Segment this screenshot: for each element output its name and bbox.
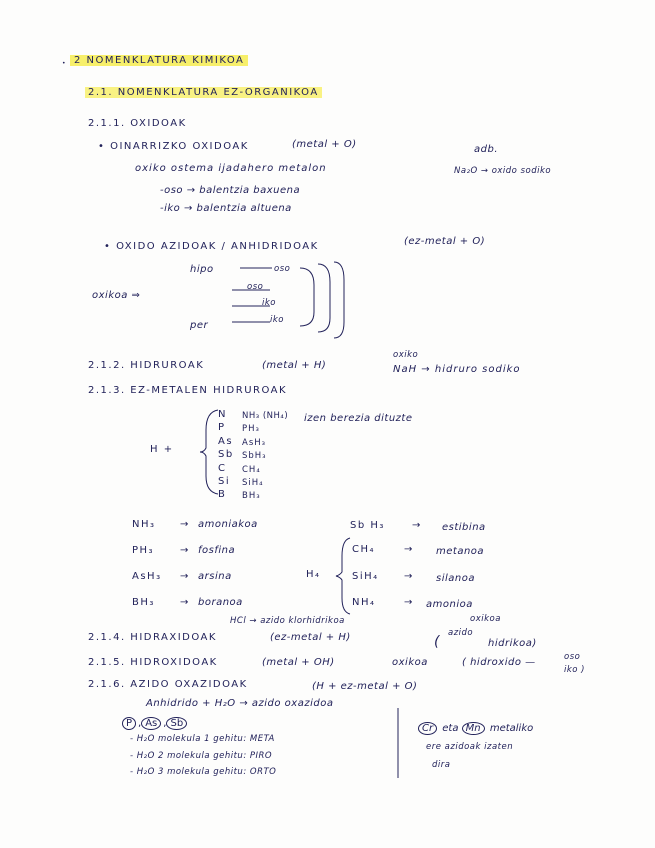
oso-suffix-2: oso: [247, 282, 264, 292]
hidraxidoak-suffix: hidrikoa): [488, 638, 537, 649]
element-item: B: [218, 489, 227, 501]
formula-item: SiH₄: [242, 478, 264, 489]
nh3-name: amoniakoa: [198, 519, 258, 530]
hidruroak-rule: (metal + H): [262, 360, 327, 371]
element-item: P: [218, 422, 226, 434]
formula-item: NH₃ (NH₄): [242, 411, 289, 421]
iko-rule: -iko → balentzia altuena: [160, 203, 292, 214]
hidraxidoak-azido: azido: [448, 628, 474, 638]
section-2-1-6-heading: 2.1.6. AZIDO OXAZIDOAK: [88, 679, 248, 690]
circled-cr: Cr: [418, 722, 437, 735]
sbh3-formula: Sb H₃: [350, 520, 385, 531]
iko-suffix-1: iko: [262, 298, 276, 308]
hidruroak-oxiko: oxiko: [393, 350, 419, 360]
ash3-name: arsina: [198, 571, 232, 582]
hidroxido-iko: iko ): [564, 665, 586, 675]
hidroxidoak-rule: (metal + OH): [262, 657, 335, 668]
formula-item: CH₄: [242, 464, 261, 475]
cr-mn-note: [418, 722, 533, 735]
h4-label: H₄: [306, 569, 321, 580]
anhidridoak-rule: (ez-metal + O): [404, 236, 486, 247]
hidraxidoak-rule: (ez-metal + H): [270, 632, 351, 643]
section-2-heading: 2 NOMENKLATURA KIMIKOA: [70, 55, 248, 66]
nh4-formula: NH₄: [352, 597, 376, 608]
sih4-name: silanoa: [436, 573, 475, 584]
ph3-name: fosfina: [198, 545, 236, 556]
bracket-3: [334, 262, 344, 338]
elements-brace: [200, 410, 218, 494]
hidroxidoak-oxikoa: oxikoa: [392, 657, 428, 668]
oxidoak-desc: oxiko ostema ijadahero metalon: [135, 163, 327, 174]
na2o-example: Na₂O → oxido sodiko: [454, 166, 552, 176]
sih4-arrow: →: [404, 571, 413, 582]
section-2-1-1-heading: 2.1.1. OXIDOAK: [88, 118, 187, 129]
ph3-formula: PH₃: [132, 545, 155, 556]
circled-elements: P , As , Sb: [122, 717, 189, 730]
circled-sb: Sb: [166, 717, 187, 730]
formula-item: SbH₃: [242, 451, 267, 462]
hcl-oxiko: oxikoa: [470, 614, 501, 624]
oxidoak-rule: (metal + O): [292, 139, 357, 150]
section-2-1-4-heading: 2.1.4. HIDRAXIDOAK: [88, 632, 217, 643]
metaliko-text: metaliko: [489, 723, 534, 734]
izen-berezia-note: izen berezia dituzte: [304, 413, 413, 424]
hidroxido-pattern: ( hidroxido —: [462, 657, 536, 668]
anhidridoak-title: • OXIDO AZIDOAK / ANHIDRIDOAK: [104, 241, 319, 252]
nh4-arrow: →: [404, 597, 413, 608]
element-item: Si: [218, 476, 231, 488]
ph3-arrow: →: [180, 545, 189, 556]
bh3-arrow: →: [180, 597, 189, 608]
meta-rule: - H₂O molekula 1 gehitu: META: [130, 734, 275, 744]
ash3-formula: AsH₃: [132, 571, 162, 582]
oxazidoak-rule: (H + ez-metal + O): [312, 681, 418, 692]
nh3-arrow: →: [180, 519, 189, 530]
element-item: N: [218, 409, 227, 420]
section-2-1-5-heading: 2.1.5. HIDROXIDOAK: [88, 657, 218, 668]
iko-suffix-2: iko: [270, 315, 284, 325]
ere-azidoak-text: ere azidoak izaten: [426, 742, 514, 752]
bracket-2: [318, 264, 330, 332]
bh3-name: boranoa: [198, 597, 243, 608]
sih4-formula: SiH₄: [352, 571, 379, 582]
section-2-1-2-heading: 2.1.2. HIDRUROAK: [88, 360, 205, 371]
sbh3-arrow: →: [412, 520, 421, 531]
eta-text: eta: [442, 723, 459, 734]
dira-text: dira: [432, 760, 451, 770]
h-plus-label: H +: [150, 444, 174, 455]
oso-rule: -oso → balentzia baxuena: [160, 185, 301, 196]
section-2-1-heading: 2.1. NOMENKLATURA EZ-ORGANIKOA: [85, 87, 322, 98]
section-2-1-3-heading: 2.1.3. EZ-METALEN HIDRUROAK: [88, 385, 288, 396]
element-list: [218, 408, 234, 502]
ch4-arrow: →: [404, 544, 413, 555]
oso-suffix-1: oso: [274, 264, 291, 274]
piro-rule: - H₂O 2 molekula gehitu: PIRO: [130, 751, 273, 761]
hipo-prefix: hipo: [190, 264, 214, 275]
formula-list: [242, 410, 302, 504]
orto-rule: - H₂O 3 molekula gehitu: ORTO: [130, 767, 277, 777]
nh3-formula: NH₃: [132, 519, 156, 530]
ash3-arrow: →: [180, 571, 189, 582]
formula-item: AsH₃: [242, 437, 267, 448]
nah-example: NaH → hidruro sodiko: [393, 364, 521, 375]
anhidrido-reaction: Anhidrido + H₂O → azido oxazidoa: [146, 698, 334, 709]
bullet-dot: •: [62, 60, 68, 67]
hcl-example: HCl → azido klorhidrikoa: [230, 616, 345, 626]
adb-label: adb.: [474, 144, 499, 155]
bracket-1: [300, 268, 314, 326]
formula-item: PH₃: [242, 424, 260, 435]
circled-p: P: [122, 717, 136, 730]
formula-item: BH₃: [242, 491, 261, 502]
ch4-name: metanoa: [436, 546, 485, 557]
element-item: C: [218, 462, 227, 474]
circled-as: As: [141, 717, 161, 730]
ch4-formula: CH₄: [352, 544, 376, 555]
sbh3-name: estibina: [442, 522, 486, 533]
hidraxidoak-paren: (: [434, 634, 440, 650]
nh4-name: amonioa: [426, 599, 473, 610]
bh3-formula: BH₃: [132, 597, 155, 608]
oxikoa-label: oxikoa ⇒: [92, 290, 141, 301]
h4-brace: [336, 538, 350, 614]
per-prefix: per: [190, 320, 209, 331]
element-item: Sb: [218, 449, 234, 461]
hidroxido-oso: oso: [564, 652, 581, 662]
element-item: As: [218, 435, 234, 447]
circled-mn: Mn: [462, 722, 485, 735]
oxidoak-title: • OINARRIZKO OXIDOAK: [98, 141, 249, 152]
